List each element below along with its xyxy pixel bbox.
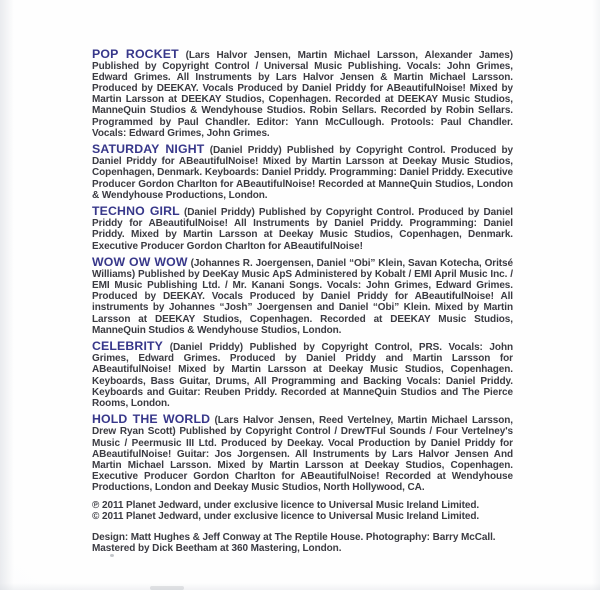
track-title: WOW OW WOW xyxy=(92,255,188,270)
track-credit-celebrity xyxy=(92,341,513,409)
scan-artifact-smudge xyxy=(150,586,184,590)
track-credit-techno-girl xyxy=(92,206,513,251)
copyright-rights-line: © 2011 Planet Jedward, under exclusive licence to Universal Music Ireland Limited. xyxy=(92,511,480,523)
mastering-line: Mastered by Dick Beetham at 360 Mastering, London. xyxy=(92,543,342,555)
track-credit-text: (Daniel Priddy) Published by Copyright Control, PRS. Vocals: John Grimes, Edward Grimes. Produced by Daniel Priddy and Martin Larsson for ABeautifulNoise! Mixed by Martin Larsson at Deekay Music Studios, Copenhagen. Keyboards, Bass Guitar, Drums, All Programming and Backing Vocals: Daniel Priddy. Keyboards and Guitar: Reuben Priddy. Recorded at ManneQuin Studios and The Pierce Rooms, London. xyxy=(92,342,513,409)
track-credit-saturday-night xyxy=(92,144,513,200)
track-credit-hold-the-world xyxy=(92,414,513,493)
phonogram-rights-line: ℗ 2011 Planet Jedward, under exclusive licence to Universal Music Ireland Limited. xyxy=(92,499,480,511)
track-title: CELEBRITY xyxy=(92,339,164,354)
track-credit-text: (Lars Halvor Jensen, Martin Michael Larsson, Alexander James) Published by Copyright Control / Universal Music Publishing. Vocals: John Grimes, Edward Grimes. All Instruments by Lars Halvor Jensen & Martin Michael Larsson. Produced by DEEKAY. Vocals Produced by Daniel Priddy for ABeautifulNoise! Mixed by Martin Larsson at DEEKAY Studios, Copenhagen. Recorded at DEEKAY Music Studios, ManneQuin Studios & Wendyhouse Studios. Robin Sellars. Recorded by Robin Sellars. Programmed by Paul Chandler. Editor: Yann McCullough. Protools: Paul Chandler. Vocals: Edward Grimes, John Grimes. xyxy=(92,50,513,139)
design-photography-line: Design: Matt Hughes & Jeff Conway at The Reptile House. Photography: Barry McCall. xyxy=(92,531,496,543)
credits-text-block xyxy=(92,49,513,555)
track-title: HOLD THE WORLD xyxy=(92,412,211,427)
track-title: SATURDAY NIGHT xyxy=(92,142,205,157)
track-credit-text: (Lars Halvor Jensen, Reed Vertelney, Martin Michael Larsson, Drew Ryan Scott) Published by Copyright Control / DrewTFul Sounds / Four Vertelney's Music / Peermusic III Ltd. Produced by Deekay. Vocal Production by Daniel Priddy for ABeautifulNoise! Guitar: Jos Jorgensen. All Instruments by Lars Halvor Jensen And Martin Michael Larsson. Mixed by Martin Larsson at Deekay Studios, Copenhagen. Executive Producer Gordon Charlton for ABeautifulNoise! Recorded at Wendyhouse Productions, London and Deekay Music Studios, North Hollywood, CA. xyxy=(92,415,514,493)
track-credit-pop-rocket xyxy=(92,49,513,139)
track-credit-wow-ow-wow xyxy=(92,257,513,336)
track-title: TECHNO GIRL xyxy=(92,204,180,219)
scan-artifact-speck xyxy=(110,554,114,557)
production-credits-block xyxy=(92,532,513,555)
rights-block xyxy=(92,500,513,523)
track-credit-text: (Daniel Priddy) Published by Copyright Control. Produced by Daniel Priddy for ABeautifulNoise! Mixed by Martin Larsson at Deekay Music Studios, Copenhagen, Denmark. Keyboards: Daniel Priddy. Programming: Daniel Priddy. Executive Producer Gordon Charlton for ABeautifulNoise! Recorded at ManneQuin Studios, London & Wendyhouse Productions, London. xyxy=(92,145,513,201)
track-credit-text: (Daniel Priddy) Published by Copyright Control. Produced by Daniel Priddy for ABeautifulNoise! All Instruments by Daniel Priddy. Programming: Daniel Priddy. Mixed by Martin Larsson at Deekay Music Studios, Copenhagen, Denmark. Executive Producer Gordon Charlton for ABeautifulNoise! xyxy=(92,207,514,252)
track-title: POP ROCKET xyxy=(92,47,179,61)
track-credit-text: (Johannes R. Joergensen, Daniel “Obi” Klein, Savan Kotecha, Oritsé Williams) Published by DeeKay Music ApS Administered by Kobalt / EMI April Music Inc. / EMI Music Publishing Ltd. / Mr. Kanani Songs. Vocals: John Grimes, Edward Grimes. Produced by DEEKAY. Vocals Produced by Daniel Priddy for ABeautifulNoise! All instruments by Johannes “Josh” Joergensen and Daniel “Obi” Klein. Mixed by Martin Larsson at DEEKAY Studios, Copenhagen. Recorded at DEEKAY Music Studios, ManneQuin Studios & Wendyhouse Studios, London. xyxy=(92,258,514,336)
